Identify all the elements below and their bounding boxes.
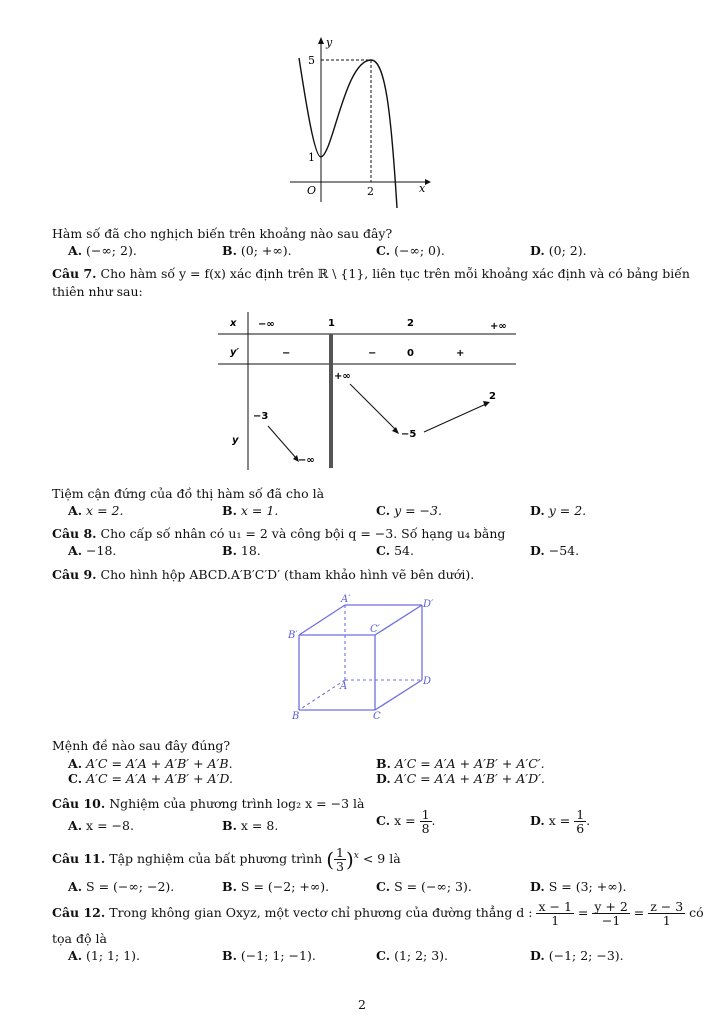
q9-option-d[interactable]: D. A′C = A′A + A′B′ + A′D′.	[376, 771, 545, 786]
q7-option-c[interactable]: C. y = −3.	[376, 503, 442, 518]
graph-y-tick-5: 5	[308, 54, 315, 67]
q8-option-c[interactable]: C. 54.	[376, 543, 414, 558]
q10-option-d[interactable]: D. x = $\frac{1}{6}$ .	[530, 807, 591, 837]
q9-question: Mệnh đề nào sau đây đúng?	[52, 738, 231, 753]
variation-table	[218, 312, 518, 472]
q12-option-d[interactable]: D. (−1; 2; −3).	[530, 948, 624, 963]
q11-option-d[interactable]: D. S = (3; +∞).	[530, 879, 627, 894]
q6-option-b[interactable]: B. (0; +∞).	[222, 243, 292, 258]
q10-line: Câu 10. Nghiệm của phương trình log₂ x = −3 là	[52, 796, 365, 811]
vt-yp-0: −	[282, 348, 291, 359]
cube-figure	[283, 590, 443, 725]
vt-y-2: +∞	[334, 371, 351, 382]
q9-line: Câu 9. Cho hình hộp ABCD.A′B′C′D′ (tham khảo hình vẽ bên dưới).	[52, 567, 475, 582]
q9-option-c[interactable]: C. A′C = A′A + A′B′ + A′D.	[68, 771, 233, 786]
page-number: 2	[358, 997, 366, 1012]
vt-yp-1: −	[368, 348, 377, 359]
cube-label-b1: B′	[288, 630, 298, 641]
q12-option-a[interactable]: A. (1; 1; 1).	[68, 948, 141, 963]
q10-option-b[interactable]: B. x = 8.	[222, 818, 279, 833]
q11-option-c[interactable]: C. S = (−∞; 3).	[376, 879, 472, 894]
vt-y-head: y	[232, 435, 239, 446]
vt-yp-3: +	[456, 348, 465, 359]
vt-x-head: x	[230, 318, 237, 329]
vt-y-1: −∞	[298, 455, 315, 466]
q12-line1: Câu 12. Trong không gian Oxyz, một vectơ chỉ phương của đường thẳng d : $\frac{x - 1}{1}$ = $\frac{y + 2}{-1}$ = $\frac{z - 3}{1}$ có	[52, 899, 704, 929]
cube-label-d: D	[423, 676, 432, 687]
q6-text: Hàm số đã cho nghịch biến trên khoảng nào sau đây?	[52, 226, 393, 241]
cube-label-c: C	[373, 711, 381, 722]
cube-label-b: B	[292, 711, 300, 722]
vt-yp-2: 0	[407, 348, 414, 359]
cube-label-d1: D′	[423, 599, 434, 610]
q7-option-d[interactable]: D. y = 2.	[530, 503, 587, 518]
q6-option-d[interactable]: D. (0; 2).	[530, 243, 587, 258]
q12-line2: tọa độ là	[52, 931, 107, 946]
vt-x-3: +∞	[490, 321, 507, 332]
q6-option-a[interactable]: A. (−∞; 2).	[68, 243, 137, 258]
q6-option-c[interactable]: C. (−∞; 0).	[376, 243, 445, 258]
graph-y-tick-1: 1	[308, 151, 315, 164]
q7-line1: Câu 7. Cho hàm số y = f(x) xác định trên ℝ \ {1}, liên tục trên mỗi khoảng xác định và có bảng biến	[52, 266, 690, 281]
vt-x-1: 1	[328, 318, 335, 329]
cube-label-a1: A′	[341, 594, 351, 605]
cube-label-c1: C′	[370, 624, 380, 635]
q8-line: Câu 8. Cho cấp số nhân có u₁ = 2 và công bội q = −3. Số hạng u₄ bằng	[52, 526, 506, 541]
q11-option-b[interactable]: B. S = (−2; +∞).	[222, 879, 330, 894]
graph-x-label: x	[419, 182, 426, 195]
q11-option-a[interactable]: A. S = (−∞; −2).	[68, 879, 175, 894]
q8-option-d[interactable]: D. −54.	[530, 543, 580, 558]
q7-line2: thiên như sau:	[52, 284, 143, 299]
cube-label-a: A	[340, 681, 348, 692]
vt-x-0: −∞	[258, 319, 275, 330]
vt-x-2: 2	[407, 318, 414, 329]
q12-option-b[interactable]: B. (−1; 1; −1).	[222, 948, 316, 963]
graph-origin: O	[307, 184, 317, 197]
vt-y-4: 2	[489, 391, 496, 402]
graph-x-tick-2: 2	[367, 185, 374, 198]
graph-y-label: y	[326, 36, 333, 49]
vt-y-3: −5	[401, 429, 417, 440]
vt-yp-head: y′	[230, 347, 240, 358]
q12-option-c[interactable]: C. (1; 2; 3).	[376, 948, 449, 963]
q7-option-a[interactable]: A. x = 2.	[68, 503, 124, 518]
function-graph	[285, 30, 435, 210]
q7-question: Tiệm cận đứng của đồ thị hàm số đã cho là	[52, 486, 325, 501]
q10-option-a[interactable]: A. x = −8.	[68, 818, 134, 833]
q8-option-a[interactable]: A. −18.	[68, 543, 117, 558]
vt-y-0: −3	[253, 411, 269, 422]
q9-option-b[interactable]: B. A′C = A′A + A′B′ + A′C′.	[376, 756, 545, 771]
q9-option-a[interactable]: A. A′C = A′A + A′B′ + A′B.	[68, 756, 233, 771]
q8-option-b[interactable]: B. 18.	[222, 543, 261, 558]
q11-line: Câu 11. Tập nghiệm của bất phương trình ( $\frac{1}{3}$ )$^x$ < 9 là	[52, 845, 401, 875]
q7-option-b[interactable]: B. x = 1.	[222, 503, 279, 518]
q10-option-c[interactable]: C. x = $\frac{1}{8}$ .	[376, 807, 436, 837]
